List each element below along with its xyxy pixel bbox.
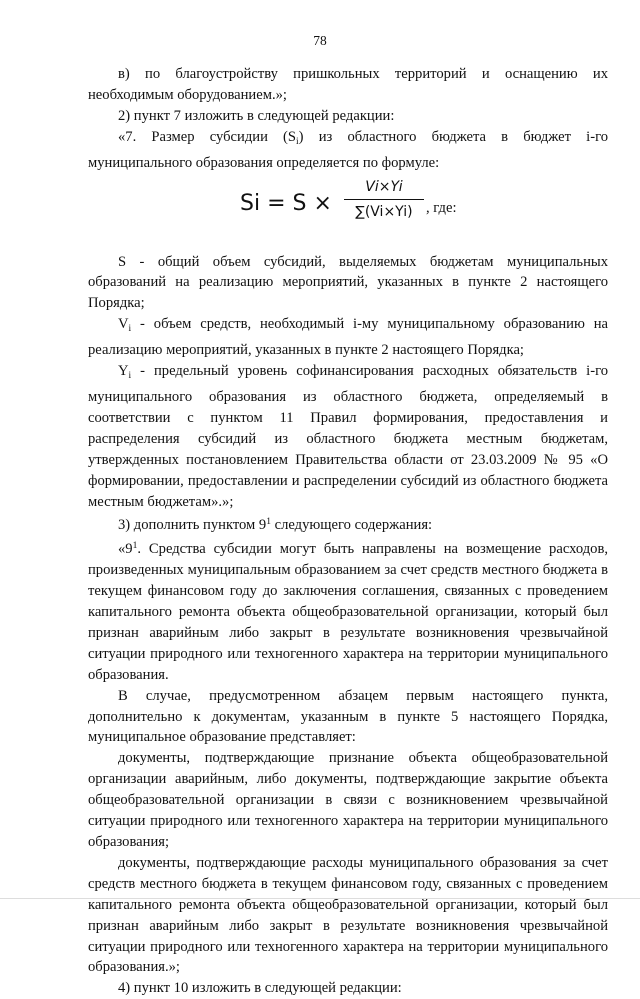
paragraph-9-1: «$9^1$. Средства субсидии могут быть направлены на возмещение расходов, произведенных муниципальным образованием за счет средств местного бюджета в текущем финансовом году до заключения соглашения, связанных с проведением капитального ремонта объекта общеобразовательной организации, который был признан аварийным либо закрыт в результате возникновения чрезвычайной ситуации природного или техногенного характера на территории муниципального образования. bbox=[88, 541, 608, 683]
document-body bbox=[88, 64, 608, 999]
subsidy-formula bbox=[88, 176, 608, 244]
page-number: 78 bbox=[313, 33, 327, 48]
definition-s: S - общий объем субсидий, выделяемых бюджетам муниципальных образований на реализацию мероприятий, указанных в пункте 2 настоящего Порядка; bbox=[88, 253, 608, 312]
formula-lhs: Si = S × bbox=[240, 190, 332, 216]
fraction-bar bbox=[344, 199, 424, 200]
definition-y: $Y_i$ - предельный уровень софинансирования расходных обязательств i-го муниципального образования из областного бюджета, определяемый в соответствии с пунктом 11 Правил формирования, предоставления и распределения субсидий из областного бюджета местным бюджетам, утвержденных постановлением Правительства области от 23.03.2009 № 95 «О формировании, предоставлении и распределении субсидий из областного бюджета местным бюджетам».»; bbox=[88, 363, 608, 510]
paragraph: «7. Размер субсидии $(S_i)$ из областного бюджета в бюджет i-го муниципального образования определяется по формуле: bbox=[88, 128, 608, 171]
paragraph: в) по благоустройству пришкольных территорий и оснащению их необходимым оборудованием.»; bbox=[88, 66, 608, 103]
formula-numerator: Vi×Yi bbox=[365, 178, 403, 195]
page-bottom-edge bbox=[0, 898, 640, 899]
paragraph-case: В случае, предусмотренном абзацем первым настоящего пункта, дополнительно к документам, указанным в пункте 5 настоящего Порядка, муниципальное образование представляет: bbox=[88, 687, 608, 746]
paragraph-item4: 4) пункт 10 изложить в следующей редакции: bbox=[118, 980, 402, 997]
formula-suffix: , где: bbox=[426, 199, 457, 216]
paragraph-docs-1: документы, подтверждающие признание объекта общеобразовательной организации аварийным, либо документы, подтверждающие закрытие объекта общеобразовательной организации в связи с возникновением чрезвычайной ситуации природного или техногенного характера на территории муниципального образования; bbox=[88, 750, 608, 850]
formula-fraction bbox=[344, 176, 424, 223]
paragraph-docs-2: документы, подтверждающие расходы муниципального образования за счет средств местного бюджета в текущем финансовом году, связанных с проведением капитального ремонта объекта общеобразовательной организации, который был признан аварийным либо закрыт в результате возникновения чрезвычайной ситуации природного или техногенного характера на территории муниципального образования.»; bbox=[88, 854, 608, 976]
paragraph: 2) пункт 7 изложить в следующей редакции: bbox=[118, 107, 395, 124]
paragraph-item3: 3) дополнить пунктом $9^1$ следующего содержания: bbox=[118, 517, 433, 534]
formula-denominator: ∑(Vi×Yi) bbox=[355, 203, 413, 220]
definition-v: $V_i$ - объем средств, необходимый i-му муниципальному образованию на реализацию мероприятий, указанных в пункте 2 настоящего Порядка; bbox=[88, 316, 608, 359]
